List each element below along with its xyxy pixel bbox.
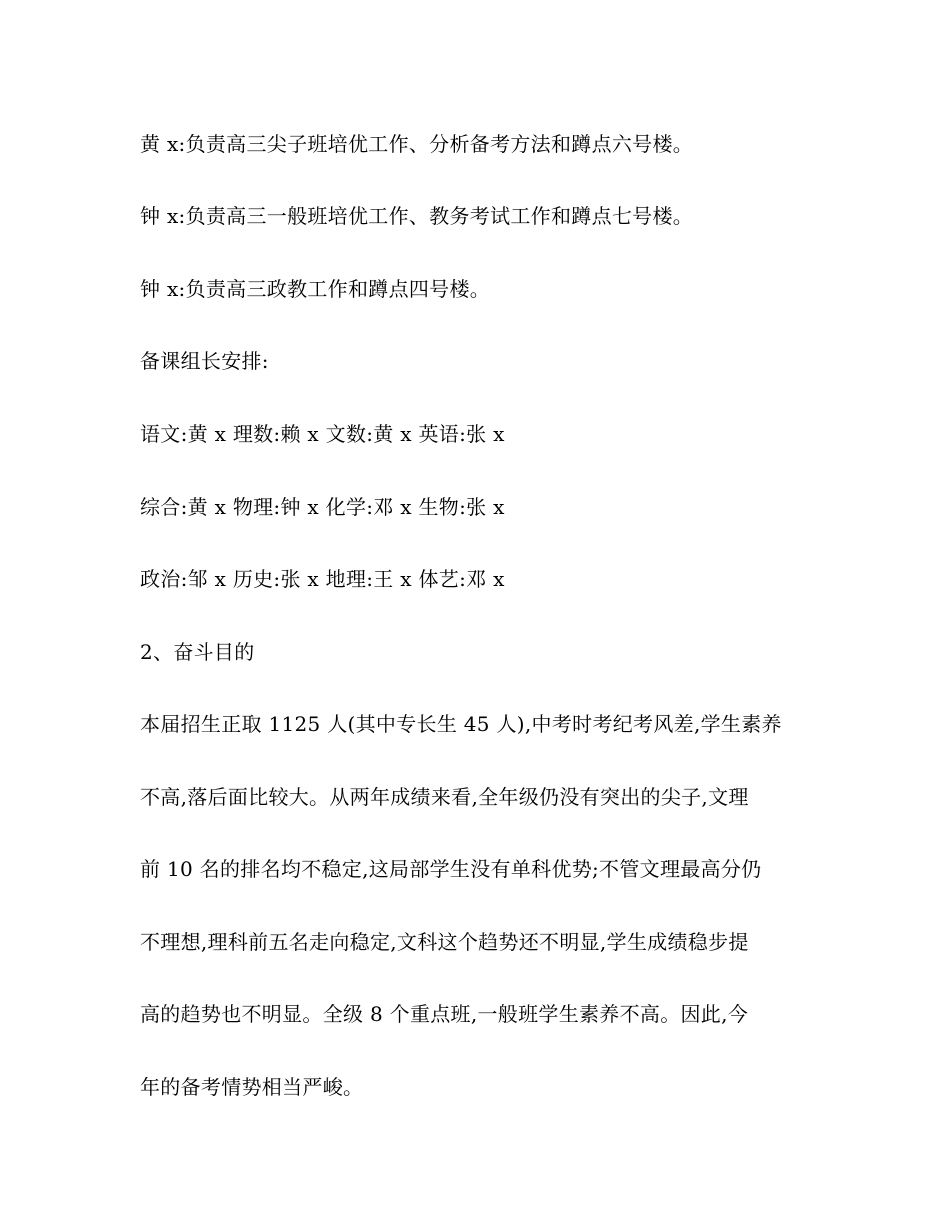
leaders-row-1: 语文:黄 x 理数:赖 x 文数:黄 x 英语:张 x xyxy=(140,422,505,446)
paragraph-line-3: 前 10 名的排名均不稳定,这局部学生没有单科优势;不管文理最高分仍 xyxy=(140,857,762,881)
leaders-row-3: 政治:邹 x 历史:张 x 地理:王 x 体艺:邓 x xyxy=(140,567,505,591)
section-heading-group-leaders: 备课组长安排: xyxy=(140,349,269,373)
paragraph-line-5: 高的趋势也不明显。全级 8 个重点班,一般班学生素养不高。因此,今 xyxy=(140,1002,749,1026)
duty-huang: 黄 x:负责高三尖子班培优工作、分析备考方法和蹲点六号楼。 xyxy=(140,132,694,156)
paragraph-line-4: 不理想,理科前五名走向稳定,文科这个趋势还不明显,学生成绩稳步提 xyxy=(140,930,749,954)
leaders-row-2: 综合:黄 x 物理:钟 x 化学:邓 x 生物:张 x xyxy=(140,495,505,519)
paragraph-line-1: 本届招生正取 1125 人(其中专长生 45 人),中考时考纪考风差,学生素养 xyxy=(140,712,782,736)
section-heading-goals: 2、奋斗目的 xyxy=(140,640,255,664)
paragraph-line-2: 不高,落后面比较大。从两年成绩来看,全年级仍没有突出的尖子,文理 xyxy=(140,785,749,809)
duty-zhong-1: 钟 x:负责高三一般班培优工作、教务考试工作和蹲点七号楼。 xyxy=(140,204,694,228)
duty-zhong-2: 钟 x:负责高三政教工作和蹲点四号楼。 xyxy=(140,277,491,301)
paragraph-line-6: 年的备考情势相当严峻。 xyxy=(140,1075,364,1099)
